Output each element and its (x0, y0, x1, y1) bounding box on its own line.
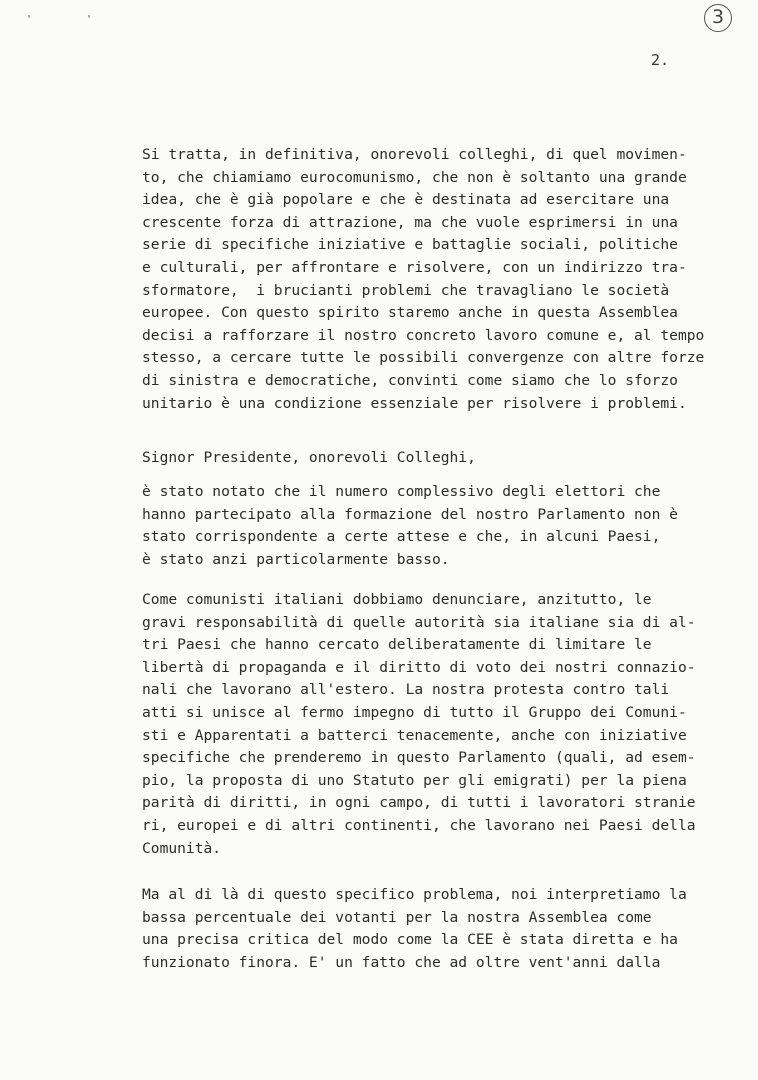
text-line: sti e Apparentati a batterci tenacemente, anche con iniziative (142, 726, 687, 744)
text-line: parità di diritti, in ogni campo, di tutti i lavoratori stranie (142, 794, 696, 812)
text-line: atti si unisce al fermo impegno di tutto il Gruppo dei Comuni- (142, 703, 687, 721)
text-line: tri Paesi che hanno cercato deliberatamente di limitare le (142, 636, 652, 654)
text-line: crescente forza di attrazione, ma che vuole esprimersi in una (142, 213, 678, 231)
text-line: Comunità. (142, 839, 222, 857)
text-line: gravi responsabilità di quelle autorità sia italiane sia di al- (142, 613, 696, 631)
text-line: libertà di propaganda e il diritto di voto dei nostri connazio- (142, 658, 696, 676)
text-line: e culturali, per affrontare e risolvere, con un indirizzo tra- (142, 258, 687, 276)
paragraph (142, 884, 742, 974)
text-line: nali che lavorano all'estero. La nostra protesta contro tali (142, 681, 670, 699)
text-line: funzionato finora. E' un fatto che ad oltre vent'anni dalla (142, 953, 661, 971)
text-line: di sinistra e democratiche, convinti come siamo che lo sforzo (142, 371, 678, 389)
text-line: unitario è una condizione essenziale per risolvere i problemi. (142, 394, 687, 412)
text-line: hanno partecipato alla formazione del nostro Parlamento non è (142, 505, 678, 523)
text-line: Come comunisti italiani dobbiamo denunciare, anzitutto, le (142, 591, 652, 608)
text-line: una precisa critica del modo come la CEE è stata diretta e ha (142, 931, 678, 949)
page-number: 2. (651, 51, 670, 69)
text-line: stato corrispondente a certe attese e che, in alcuni Paesi, (142, 528, 661, 546)
text-line: Ma al di là di questo specifico problema, noi interpretiamo la (142, 886, 687, 903)
text-line: è stato anzi particolarmente basso. (142, 550, 450, 568)
text-line: stesso, a cercare tutte le possibili convergenze con altre forze (142, 349, 705, 367)
text-line: ri, europei e di altri continenti, che lavorano nei Paesi della (142, 816, 696, 834)
scan-marks: ' ' (26, 14, 117, 25)
paragraph (142, 481, 742, 571)
text-line: bassa percentuale dei votanti per la nostra Assemblea come (142, 908, 652, 926)
text-line: specifiche che prenderemo in questo Parlamento (quali, ad esem- (142, 749, 696, 767)
text-line: europee. Con questo spirito staremo anche in questa Assemblea (142, 304, 678, 322)
paragraph (142, 589, 742, 860)
text-line: sformatore, i brucianti problemi che travagliano le società (142, 281, 670, 299)
text-line: Si tratta, in definitiva, onorevoli colleghi, di quel movimen- (142, 146, 687, 163)
page-stamp: 3 (704, 4, 732, 32)
text-line: serie di specifiche iniziative e battaglie sociali, politiche (142, 236, 678, 254)
text-line: to, che chiamiamo eurocomunismo, che non è soltanto una grande (142, 168, 687, 186)
text-line: idea, che è già popolare e che è destinata ad esercitare una (142, 191, 670, 209)
text-line: pio, la proposta di uno Statuto per gli emigrati) per la piena (142, 771, 687, 789)
paragraph (142, 144, 742, 415)
text-line: è stato notato che il numero complessivo degli elettori che (142, 483, 661, 500)
text-line: Signor Presidente, onorevoli Colleghi, (142, 449, 476, 466)
text-line: decisi a rafforzare il nostro concreto lavoro comune e, al tempo (142, 326, 705, 344)
paragraph (142, 447, 742, 470)
